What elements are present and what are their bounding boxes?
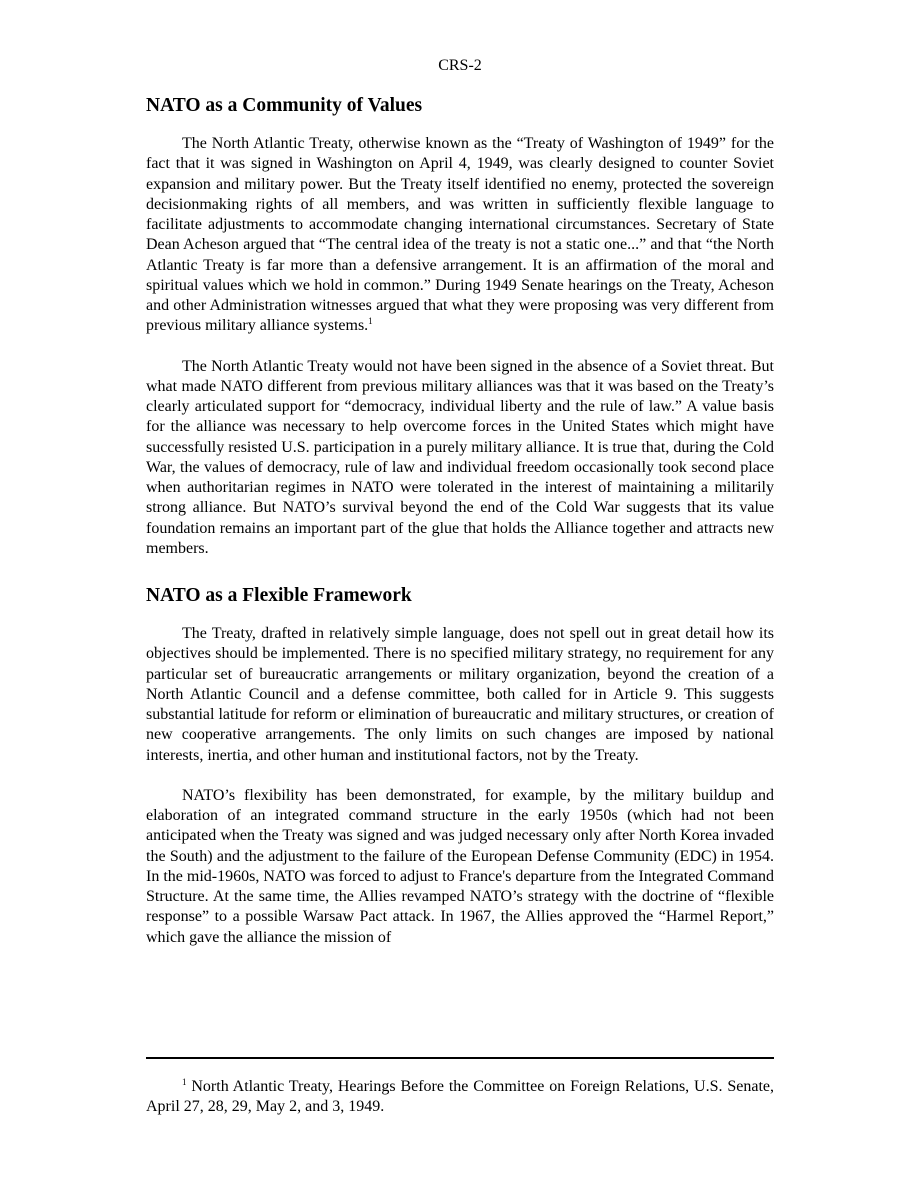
footnote-reference[interactable]: 1 — [368, 316, 373, 327]
page-number: CRS-2 — [438, 57, 482, 74]
footnote — [146, 1077, 774, 1117]
footnote-divider — [146, 1057, 774, 1059]
footnote-marker: 1 — [182, 1077, 187, 1087]
paragraph: NATO’s flexibility has been demonstrated, for example, by the military buildup and elaboration of an integrated command structure in the early 1950s (which had not been anticipated when the Treaty was signed and was judged necessary only after North Korea invaded the South) and the adjustment to the failure of the European Defense Community (EDC) in 1954. In the mid-1960s, NATO was forced to adjust to France's departure from the Integrated Command Structure. At the same time, the Allies revamped NATO’s strategy with the doctrine of “flexible response” to a possible Warsaw Pact attack. In 1967, the Allies approved the “Harmel Report,” which gave the alliance the mission of — [146, 786, 774, 946]
paragraph — [146, 134, 774, 337]
paragraph: The Treaty, drafted in relatively simple language, does not spell out in great detail how its objectives should be implemented. There is no specified military strategy, no requirement for any particular set of bureaucratic arrangements or military organization, beyond the creation of a North Atlantic Council and a defense committee, both called for in Article 9. This suggests substantial latitude for reform or elimination of bureaucratic and military structures, or creation of new cooperative arrangements. The only limits on such changes are imposed by national interests, inertia, and other human and institutional factors, not by the Treaty. — [146, 625, 774, 764]
footnote-text: North Atlantic Treaty, Hearings Before the Committee on Foreign Relations, U.S. Senate, April 27, 28, 29, May 2, and 3, 1949. — [146, 1078, 774, 1115]
section-heading-flexible-framework: NATO as a Flexible Framework — [146, 585, 412, 606]
paragraph: The North Atlantic Treaty would not have been signed in the absence of a Soviet threat. But what made NATO different from previous military alliances was that it was based on the Treaty’s clearly articulated support for “democracy, individual liberty and the rule of law.” A value basis for the alliance was necessary to help overcome forces in the United States which might have successfully resisted U.S. participation in a purely military alliance. It is true that, during the Cold War, the values of democracy, rule of law and individual freedom occasionally took second place when authoritarian regimes in NATO were tolerated in the interest of maintaining a militarily strong alliance. But NATO’s survival beyond the end of the Cold War suggests that its value foundation remains an important part of the glue that holds the Alliance together and attracts new members. — [146, 357, 774, 557]
paragraph-text: The North Atlantic Treaty, otherwise known as the “Treaty of Washington of 1949” for the fact that it was signed in Washington on April 4, 1949, was clearly designed to counter Soviet expansion and military power. But the Treaty itself identified no enemy, protected the sovereign decisionmaking rights of all members, and was written in sufficiently flexible language to facilitate adjustments to accommodate changing international circumstances. Secretary of State Dean Acheson argued that “The central idea of the treaty is not a static one...” and that “the North Atlantic Treaty is far more than a defensive arrangement. It is an affirmation of the moral and spiritual values which we hold in common.” During 1949 Senate hearings on the Treaty, Acheson and other Administration witnesses argued that what they were proposing was very different from previous military alliance systems. — [146, 135, 774, 335]
section-heading-community-of-values: NATO as a Community of Values — [146, 95, 423, 116]
page-body — [146, 94, 774, 968]
